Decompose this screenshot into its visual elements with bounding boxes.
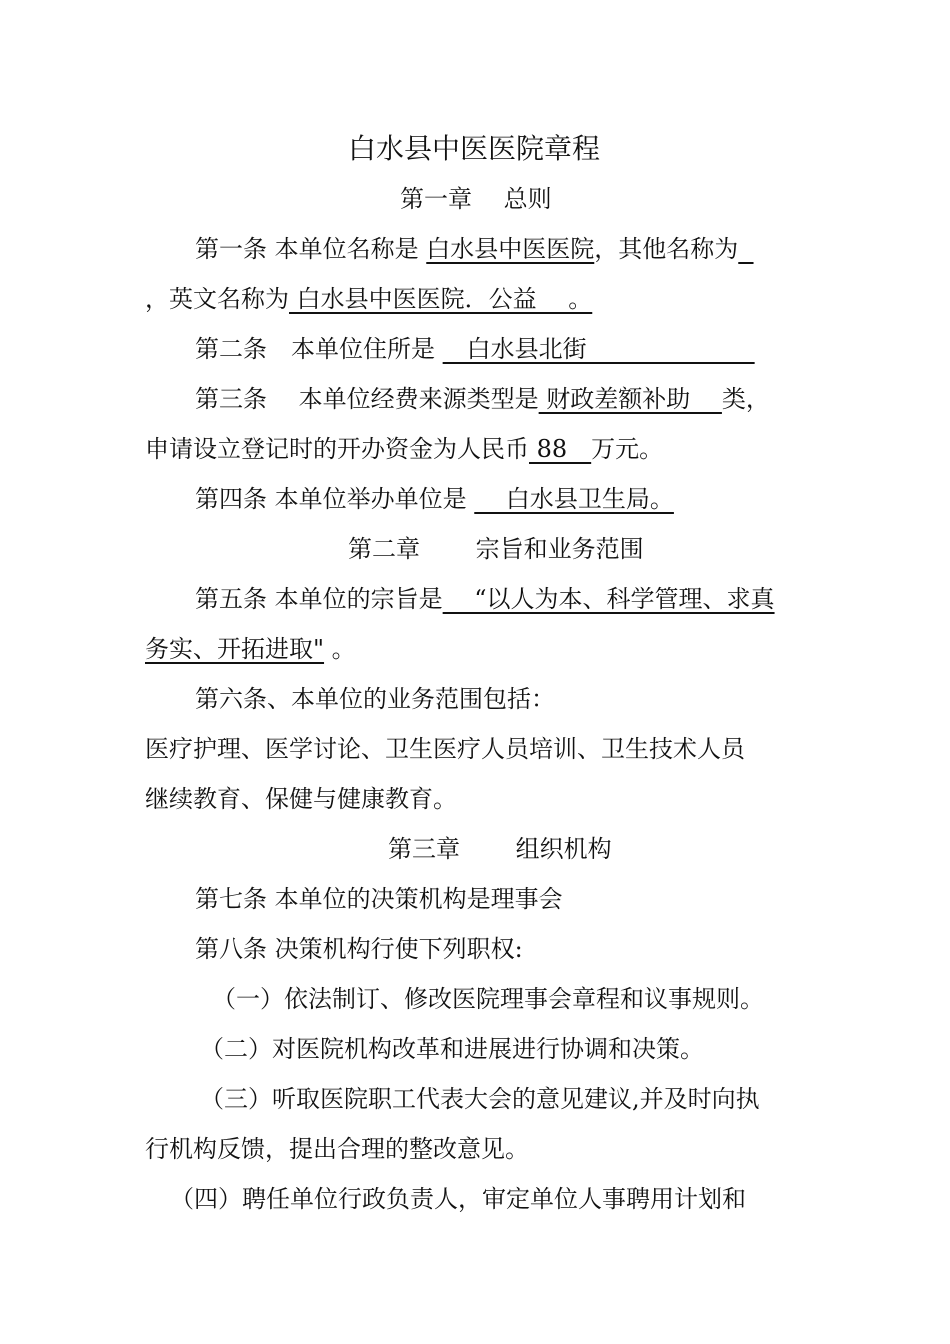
article-3-line-2 <box>145 434 950 464</box>
english-name: 白水县中医医院．公益 。 <box>289 285 593 313</box>
organizer-unit: 白水县卫生局。 <box>474 485 674 513</box>
article-1-mid: ，其他名称为 <box>594 235 739 263</box>
power-item-2: （二）对医院机构改革和进展进行协调和决策。 <box>200 1035 704 1063</box>
article-5-line-1 <box>195 584 950 614</box>
article-1-line-1 <box>195 234 950 264</box>
article-3-prefix: 第三条 本单位经费来源类型是 <box>195 385 539 413</box>
chapter-heading-3: 第三章 组织机构 <box>388 835 612 863</box>
article-7: 第七条 本单位的决策机构是理事会 <box>195 885 563 913</box>
article-3-line-2-prefix: 申请设立登记时的开办资金为人民币 <box>145 435 529 463</box>
unit-name: 白水县中医医院 <box>426 235 595 263</box>
power-item-3-line-2: 行机构反馈，提出合理的整改意见。 <box>145 1135 529 1163</box>
purpose-line-1: “以人为本、科学管理、求真 <box>442 585 775 613</box>
unit-address: 白水县北街 <box>442 335 755 363</box>
article-1-line-2-prefix: ，英文名称为 <box>145 285 289 313</box>
purpose-line-2: 务实、开拓进取" <box>145 635 325 663</box>
article-8: 第八条 决策机构行使下列职权: <box>195 935 523 963</box>
business-scope-line-2: 继续教育、保健与健康教育。 <box>145 785 457 813</box>
business-scope-line-1: 医疗护理、医学讨论、卫生医疗人员培训、卫生技术人员 <box>145 735 745 763</box>
funding-type: 财政差额补助 <box>538 385 722 413</box>
power-item-1: （一）依法制订、修改医院理事会章程和议事规则。 <box>212 985 764 1013</box>
other-name-blank <box>738 235 753 263</box>
registered-capital: 88 <box>529 435 592 463</box>
article-6-heading: 第六条、本单位的业务范围包括： <box>195 685 555 713</box>
document-title: 白水县中医医院章程 <box>348 132 601 165</box>
article-5-line-2 <box>145 634 950 664</box>
article-2-prefix: 第二条 本单位住所是 <box>195 335 443 363</box>
power-item-3-line-1: （三）听取医院职工代表大会的意见建议,并及时向执 <box>200 1085 760 1113</box>
power-item-4: （四）聘任单位行政负责人，审定单位人事聘用计划和 <box>170 1185 746 1213</box>
article-3-line-2-suffix: 万元。 <box>591 435 664 463</box>
chapter-heading-2: 第二章 宗旨和业务范围 <box>348 535 644 563</box>
chapter-heading-1: 第一章 总则 <box>400 185 552 213</box>
article-4-prefix: 第四条 本单位举办单位是 <box>195 485 475 513</box>
article-3-line-1 <box>195 384 950 414</box>
article-5-prefix: 第五条 本单位的宗旨是 <box>195 585 443 613</box>
article-2 <box>195 334 950 364</box>
article-4 <box>195 484 950 514</box>
article-5-suffix: 。 <box>324 635 356 663</box>
article-1-line-2 <box>145 284 950 314</box>
article-1-prefix: 第一条 本单位名称是 <box>195 235 427 263</box>
article-3-suffix: 类， <box>721 385 770 413</box>
